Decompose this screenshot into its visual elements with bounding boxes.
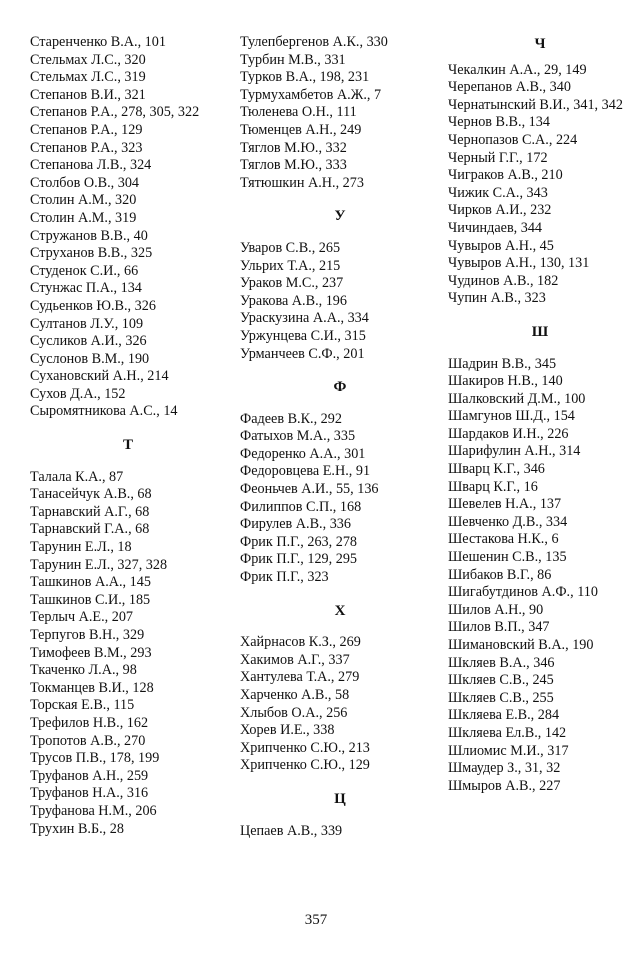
index-entry: Шевелев Н.А., 137 [448, 496, 562, 513]
index-entry: Фрик П.Г., 323 [240, 569, 329, 586]
index-entry: Хрипченко С.Ю., 129 [240, 757, 370, 774]
index-entry: Ткаченко Л.А., 98 [30, 662, 137, 679]
index-entry: Тяглов М.Ю., 333 [240, 157, 347, 174]
index-entry: Тарунин Е.Л., 327, 328 [30, 556, 168, 573]
index-entry: Тарнавский Г.А., 68 [30, 521, 150, 538]
index-entry: Чернатынский В.И., 341, 342 [448, 96, 623, 113]
section-heading: Ц [334, 790, 346, 807]
index-entry: Тятюшкин А.Н., 273 [240, 174, 364, 191]
index-entry: Стружанов В.В., 40 [30, 227, 148, 244]
page-number: 357 [304, 912, 328, 928]
index-entry: Струханов В.В., 325 [30, 245, 153, 262]
index-entry: Шварц К.Г., 16 [448, 478, 538, 495]
section-heading: Ш [531, 323, 549, 340]
index-entry: Столбов О.В., 304 [30, 174, 140, 191]
section-heading: Т [122, 437, 133, 454]
index-entry: Столин А.М., 320 [30, 192, 137, 209]
index-entry: Турбин М.В., 331 [240, 51, 346, 68]
index-entry: Чернопазов С.А., 224 [448, 131, 578, 148]
index-entry: Степанов В.И., 321 [30, 86, 146, 103]
index-entry: Торская Е.В., 115 [30, 697, 135, 714]
index-entry: Шкляев С.В., 255 [448, 689, 554, 706]
index-entry: Танасейчук А.В., 68 [30, 486, 152, 503]
index-entry: Трефилов Н.В., 162 [30, 714, 149, 731]
index-entry: Фадеев В.К., 292 [240, 410, 342, 427]
index-entry: Шалковский Д.М., 100 [448, 390, 586, 407]
index-entry: Хрипченко С.Ю., 213 [240, 739, 370, 756]
index-entry: Чупин А.В., 323 [448, 290, 546, 307]
index-entry: Шимановский В.А., 190 [448, 637, 594, 653]
index-entry: Шакиров Н.В., 140 [448, 373, 563, 390]
index-entry: Судьенков Ю.В., 326 [30, 297, 156, 314]
index-entry: Тарунин Е.Л., 18 [30, 539, 132, 556]
index-entry: Федоровцева Е.Н., 91 [240, 463, 371, 480]
index-entry: Цепаев А.В., 339 [240, 822, 343, 839]
index-entry: Стельмах Л.С., 319 [30, 69, 146, 86]
index-column-3 [448, 34, 632, 795]
index-entry: Хорев И.Е., 338 [240, 722, 335, 739]
index-entry: Ташкинов С.И., 185 [30, 591, 151, 608]
index-entry: Терпугов В.Н., 329 [30, 627, 145, 643]
section-heading: Х [334, 602, 346, 619]
index-entry: Труфанов Н.А., 316 [30, 785, 149, 802]
index-entry: Урманчеев С.Ф., 201 [240, 345, 365, 362]
index-entry: Степанова Л.В., 324 [30, 157, 152, 174]
index-entry: Шилов В.П., 347 [448, 619, 550, 636]
section-heading: У [334, 208, 346, 225]
index-entry: Чудинов А.В., 182 [448, 272, 559, 289]
index-entry: Чирков А.И., 232 [448, 202, 552, 219]
index-entry: Чернов В.В., 134 [448, 114, 550, 131]
section-heading: Ч [534, 36, 546, 52]
index-entry: Фрик П.Г., 263, 278 [240, 533, 358, 550]
index-entry: Черный Г.Г., 172 [448, 149, 548, 166]
index-entry: Хантулева Т.А., 279 [240, 669, 360, 686]
index-entry: Султанов Л.У., 109 [30, 315, 144, 332]
index-entry: Шардаков И.Н., 226 [448, 425, 569, 442]
index-entry: Чиграков А.В., 210 [448, 167, 563, 184]
index-entry: Сухановский А.Н., 214 [30, 368, 169, 385]
index-entry: Ураскузина А.А., 334 [240, 310, 369, 327]
index-entry: Шамгунов Ш.Д., 154 [448, 408, 575, 425]
index-entry: Харченко А.В., 58 [240, 687, 350, 703]
index-entry: Шкляева Ел.В., 142 [448, 724, 567, 741]
index-entry: Тюленева О.Н., 111 [240, 104, 357, 121]
index-entry: Чувыров А.Н., 45 [448, 237, 554, 254]
index-entry: Степанов Р.А., 278, 305, 322 [30, 104, 200, 121]
index-entry: Тарнавский А.Г., 68 [30, 503, 150, 520]
index-entry: Турмухамбетов А.Ж., 7 [240, 86, 382, 103]
index-entry: Стунжас П.А., 134 [30, 280, 142, 297]
index-entry: Терлыч А.Е., 207 [30, 609, 134, 626]
index-entry: Сыромятникова А.С., 14 [30, 403, 178, 420]
index-entry: Шмаудер З., 31, 32 [448, 760, 561, 777]
index-entry: Шадрин В.В., 345 [448, 355, 557, 372]
index-entry: Шкляев В.А., 346 [448, 654, 555, 671]
index-entry: Труфанов А.Н., 259 [30, 767, 149, 784]
index-entry: Уваров С.В., 265 [240, 239, 341, 256]
index-entry: Федоренко А.А., 301 [240, 445, 366, 462]
index-entry: Хакимов А.Г., 337 [240, 651, 350, 668]
index-entry: Студенок С.И., 66 [30, 262, 139, 279]
index-entry: Шилов А.Н., 90 [448, 601, 544, 618]
index-entry: Тулепбергенов А.К., 330 [240, 34, 388, 50]
index-entry: Турков В.А., 198, 231 [240, 69, 370, 86]
index-entry: Фатыхов М.А., 335 [240, 428, 356, 445]
index-entry: Тюменцев А.Н., 249 [240, 121, 362, 138]
index-entry: Тяглов М.Ю., 332 [240, 139, 347, 156]
index-entry: Труфанова Н.М., 206 [30, 802, 157, 819]
index-entry: Шибаков В.Г., 86 [448, 566, 552, 583]
section-heading: Ф [333, 379, 347, 396]
index-entry: Степанов Р.А., 323 [30, 139, 143, 156]
index-entry: Шестакова Н.К., 6 [448, 531, 559, 548]
index-entry: Ульрих Т.А., 215 [240, 257, 341, 274]
index-entry: Шарифулин А.Н., 314 [448, 443, 581, 460]
index-entry: Степанов Р.А., 129 [30, 121, 143, 138]
index-entry: Трусов П.В., 178, 199 [30, 750, 160, 767]
index-entry: Шигабутдинов А.Ф., 110 [448, 584, 598, 601]
index-entry: Сусликов А.И., 326 [30, 333, 147, 350]
index-entry: Фирулев А.В., 336 [240, 516, 351, 533]
index-entry: Ураков М.С., 237 [240, 275, 344, 292]
index-entry: Тропотов А.В., 270 [30, 732, 146, 749]
index-entry: Чувыров А.Н., 130, 131 [448, 255, 590, 272]
index-entry: Уракова А.В., 196 [240, 292, 347, 309]
index-entry: Токманцев В.И., 128 [30, 679, 154, 696]
index-entry: Феоньчев А.И., 55, 136 [240, 481, 379, 498]
index-entry: Чичиндаев, 344 [448, 219, 543, 236]
index-entry: Чекалкин А.А., 29, 149 [448, 61, 587, 78]
index-entry: Шмыров А.В., 227 [448, 777, 561, 794]
index-entry: Талала К.А., 87 [30, 468, 124, 485]
index-entry: Стельмах Л.С., 320 [30, 51, 146, 68]
index-entry: Шкляев С.В., 245 [448, 672, 554, 689]
index-entry: Шварц К.Г., 346 [448, 461, 545, 478]
index-column-1 [30, 34, 226, 838]
index-entry: Суслонов В.М., 190 [30, 350, 150, 367]
index-entry: Шлиомис М.И., 317 [448, 742, 569, 759]
index-entry: Шешенин С.В., 135 [448, 549, 567, 566]
index-entry: Трухин В.Б., 28 [30, 820, 124, 837]
index-entry: Шкляева Е.В., 284 [448, 707, 560, 724]
index-entry: Старенченко В.А., 101 [30, 34, 166, 50]
index-entry: Хлыбов О.А., 256 [240, 704, 348, 721]
index-entry: Фрик П.Г., 129, 295 [240, 551, 358, 568]
index-entry: Тимофеев В.М., 293 [30, 644, 152, 661]
index-entry: Черепанов А.В., 340 [448, 79, 571, 96]
index-column-2 [240, 34, 440, 840]
index-entry: Ташкинов А.А., 145 [30, 574, 151, 591]
index-entry: Сухов Д.А., 152 [30, 385, 126, 402]
index-entry: Столин А.М., 319 [30, 209, 137, 226]
index-entry: Хайрнасов К.З., 269 [240, 634, 361, 651]
index-entry: Филиппов С.П., 168 [240, 498, 362, 515]
index-entry: Шевченко Д.В., 334 [448, 513, 568, 530]
index-entry: Чижик С.А., 343 [448, 184, 548, 201]
index-entry: Уржунцева С.И., 315 [240, 327, 366, 344]
